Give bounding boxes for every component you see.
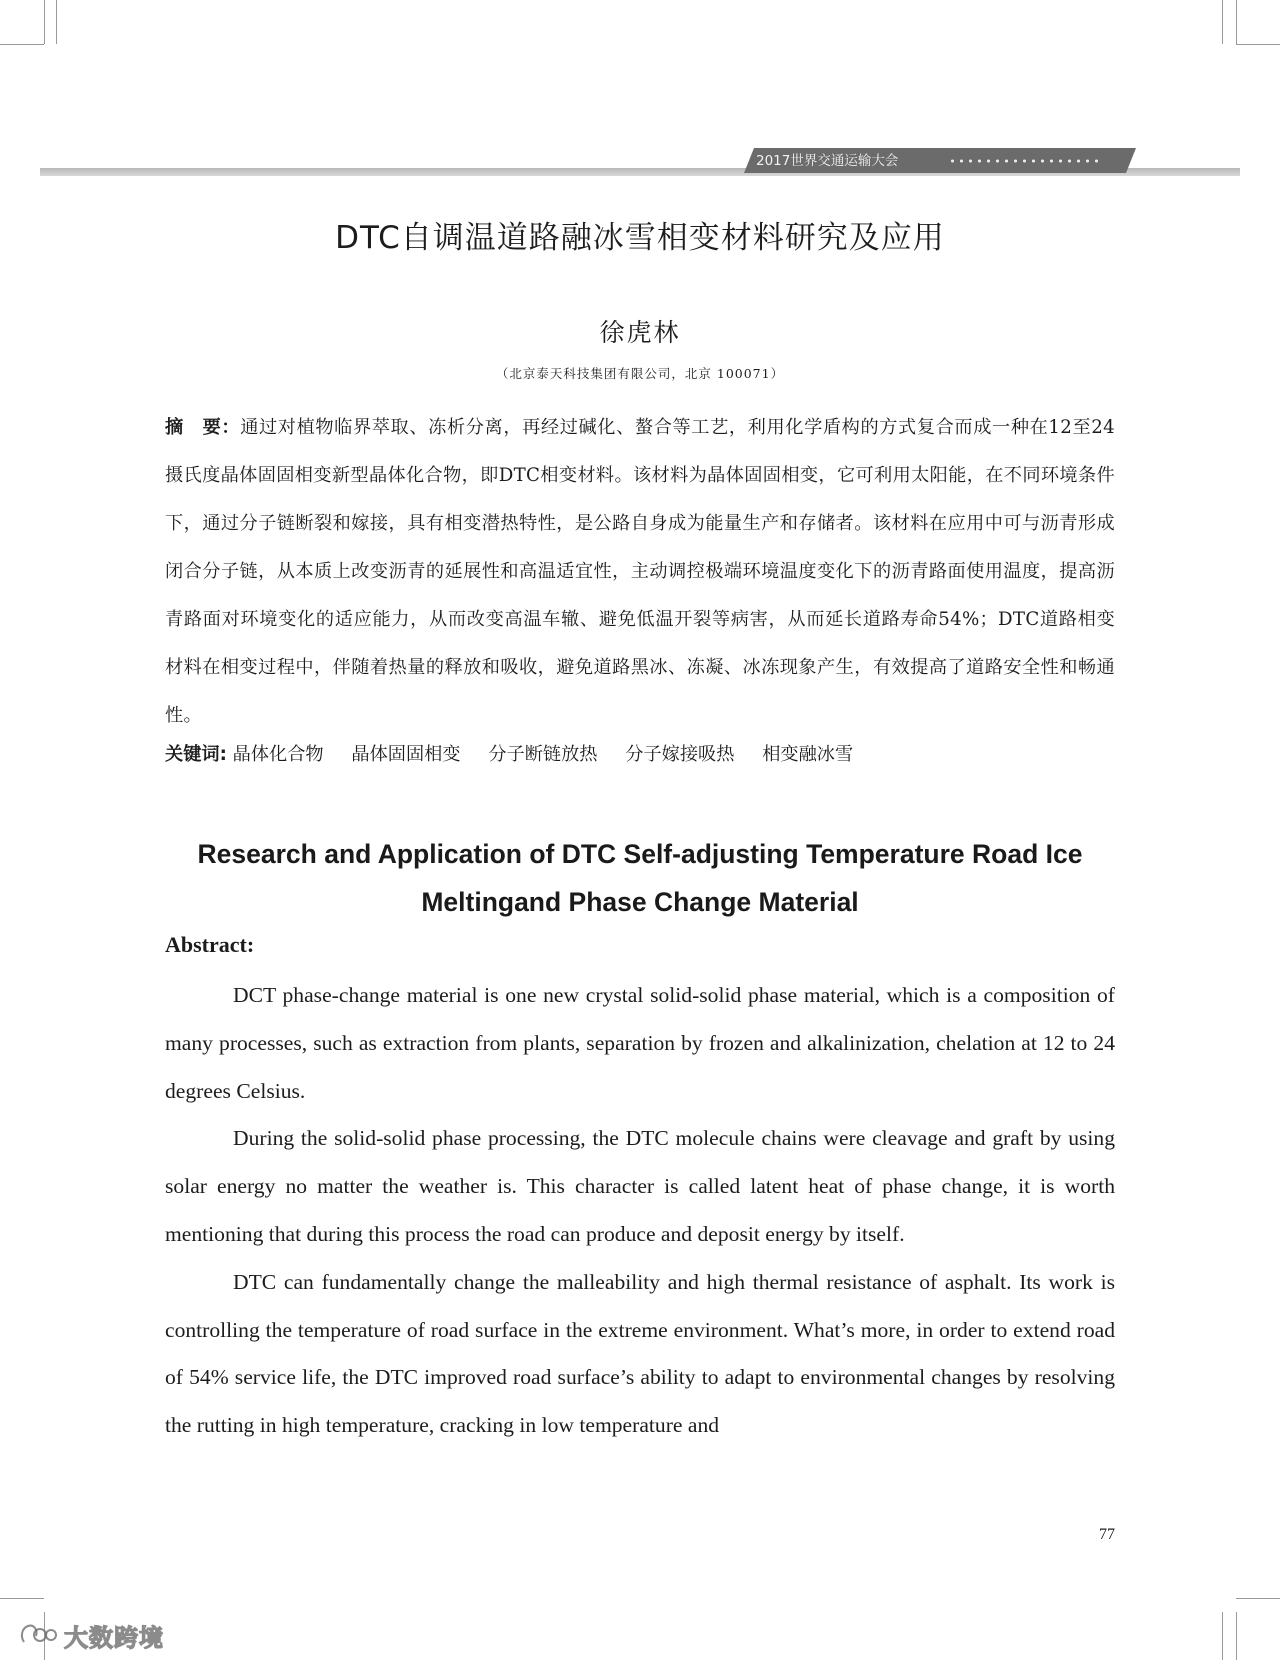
header-dots bbox=[948, 158, 1098, 164]
crop-mark bbox=[1236, 44, 1280, 45]
chinese-abstract-label: 摘 要： bbox=[165, 417, 241, 438]
author-affiliation: （北京泰天科技集团有限公司，北京 100071） bbox=[495, 366, 785, 381]
abstract-paragraph: DCT phase-change material is one new crystal solid-solid phase material, which is a composition of many processes, such as extraction from plants, separation by frozen and alkalinization, chelation at 12 to 24 degrees Celsius. bbox=[165, 983, 1115, 1103]
english-title-line-2: Meltingand Phase Change Material bbox=[421, 887, 859, 917]
english-abstract-body bbox=[165, 972, 1115, 1450]
crop-mark bbox=[1222, 0, 1223, 44]
english-abstract-label: Abstract: bbox=[165, 932, 255, 957]
keyword: 晶体化合物 bbox=[232, 744, 324, 765]
crop-mark bbox=[0, 1598, 44, 1599]
crop-mark bbox=[0, 44, 44, 45]
crop-mark bbox=[1236, 1598, 1280, 1599]
crop-mark bbox=[1222, 1612, 1223, 1660]
watermark-text: 大数跨境 bbox=[64, 1623, 164, 1652]
crop-mark bbox=[1236, 1612, 1237, 1660]
crop-mark bbox=[56, 0, 57, 44]
keywords-label: 关键词: bbox=[165, 744, 227, 765]
abstract-paragraph: During the solid-solid phase processing, the DTC molecule chains were cleavage and graft by using solar energy no matter the weather is. This character is called latent heat of phase change, it is worth mentioning that during this process the road can produce and deposit energy by itself. bbox=[165, 1126, 1115, 1246]
chinese-keywords bbox=[165, 739, 1115, 771]
chinese-title: DTC自调温道路融冰雪相变材料研究及应用 bbox=[335, 220, 945, 256]
watermark-logo-icon bbox=[18, 1620, 58, 1650]
keyword: 晶体固固相变 bbox=[351, 744, 461, 765]
keyword: 分子断链放热 bbox=[488, 744, 598, 765]
chinese-abstract-text: 通过对植物临界萃取、冻析分离，再经过碱化、螯合等工艺，利用化学盾构的方式复合而成一种在12至24摄氏度晶体固固相变新型晶体化合物，即DTC相变材料。该材料为晶体固固相变，它可利用太阳能，在不同环境条件下，通过分子链断裂和嫁接，具有相变潜热特性，是公路自身成为能量生产和存储者。该材料在应用中可与沥青形成闭合分子链，从本质上改变沥青的延展性和高温适宜性，主动调控极端环境温度变化下的沥青路面使用温度，提高沥青路面对环境变化的适应能力，从而改变高温车辙、避免低温开裂等病害，从而延长道路寿命54%；DTC道路相变材料在相变过程中，伴随着热量的释放和吸收，避免道路黑冰、冻凝、冰冻现象产生，有效提高了道路安全性和畅通性。 bbox=[165, 417, 1115, 726]
chinese-abstract bbox=[165, 404, 1115, 740]
author-name: 徐虎林 bbox=[599, 318, 681, 347]
abstract-paragraph: DTC can fundamentally change the malleability and high thermal resistance of asphalt. Its work is controlling the temperature of road surface in the extreme environment. What’s more, in order to extend road of 54% service life, the DTC improved road surface’s ability to adapt to environmental changes by resolving the rutting in high temperature, cracking in low temperature and bbox=[165, 1269, 1115, 1438]
page-number: 77 bbox=[1099, 1526, 1115, 1543]
watermark bbox=[18, 1618, 164, 1652]
keyword: 相变融冰雪 bbox=[762, 744, 854, 765]
crop-mark bbox=[1236, 0, 1237, 44]
crop-mark bbox=[44, 0, 45, 44]
conference-label: 2017世界交通运输大会 bbox=[756, 153, 899, 169]
keyword: 分子嫁接吸热 bbox=[625, 744, 735, 765]
english-title-line-1: Research and Application of DTC Self-adjusting Temperature Road Ice bbox=[197, 839, 1083, 869]
english-title bbox=[140, 830, 1140, 926]
